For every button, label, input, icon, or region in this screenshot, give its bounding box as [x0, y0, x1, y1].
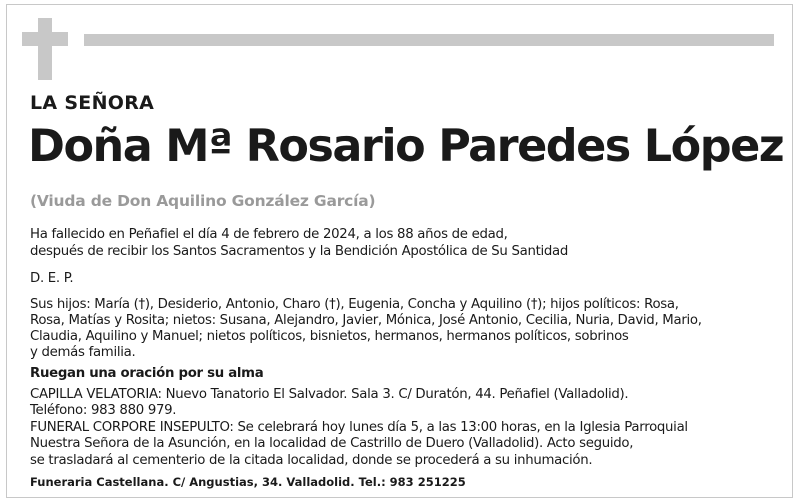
header-rule: [84, 34, 774, 46]
chapel-line-1: CAPILLA VELATORIA: Nuevo Tanatorio El Salvador. Sala 3. C/ Duratón, 44. Peñafiel (Valladolid).: [30, 387, 629, 402]
family-line-3: Claudia, Aquilino y Manuel; nietos políticos, bisnietos, hermanos, hermanos políticos, sobrinos: [30, 329, 629, 344]
death-line-1: Ha fallecido en Peñafiel el día 4 de febrero de 2024, a los 88 años de edad,: [30, 227, 508, 242]
death-line-2: después de recibir los Santos Sacramentos y la Bendición Apostólica de Su Santidad: [30, 244, 569, 259]
family-line-4: y demás familia.: [30, 345, 136, 360]
funeral-line-3: se trasladará al cementerio de la citada localidad, donde se procederá a su inhumación.: [30, 453, 593, 468]
funeral-line-1: FUNERAL CORPORE INSEPULTO: Se celebrará hoy lunes día 5, a las 13:00 horas, en la Iglesia Parroquial: [30, 420, 688, 435]
chapel-line-2: Teléfono: 983 880 979.: [30, 403, 177, 418]
funeral-line-2: Nuestra Señora de la Asunción, en la localidad de Castrillo de Duero (Valladolid). Acto seguido,: [30, 436, 634, 451]
cross-icon-bar: [22, 32, 68, 46]
funeral-home-footer: Funeraria Castellana. C/ Angustias, 34. Valladolid. Tel.: 983 251225: [30, 475, 466, 489]
cross-icon: [38, 18, 52, 80]
prayer-text: Ruegan una oración por su alma: [30, 366, 264, 381]
family-line-1: Sus hijos: María (†), Desiderio, Antonio, Charo (†), Eugenia, Concha y Aquilino (†); hijos políticos: Rosa,: [30, 297, 679, 312]
family-line-2: Rosa, Matías y Rosita; nietos: Susana, Alejandro, Javier, Mónica, José Antonio, Cecilia, Nuria, David, Mario,: [30, 313, 702, 328]
deceased-name: Doña Mª Rosario Paredes López: [28, 121, 784, 172]
intro-title: LA SEÑORA: [30, 92, 155, 114]
dep-text: D. E. P.: [30, 271, 74, 286]
widow-note: (Viuda de Don Aquilino González García): [30, 192, 376, 210]
